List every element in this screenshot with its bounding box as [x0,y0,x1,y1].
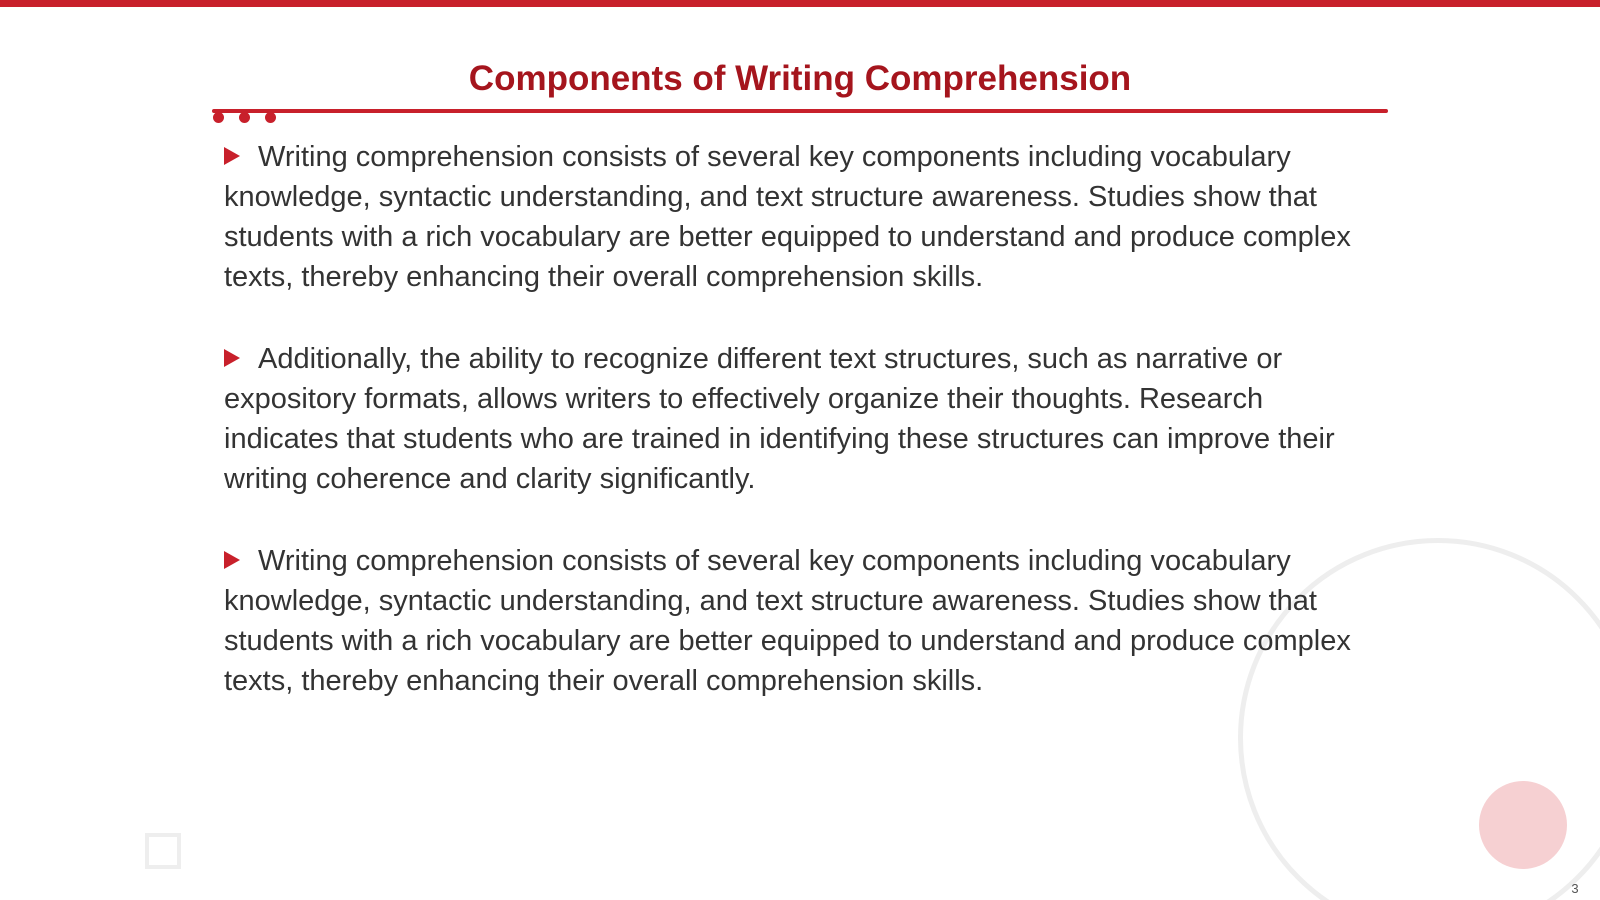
bullet-item [224,339,1374,499]
underline-dot [265,112,276,123]
triangle-right-icon [224,349,240,367]
top-accent-bar [0,0,1600,7]
decorative-pink-circle [1479,781,1567,869]
underline-dot [213,112,224,123]
bullet-text: Writing comprehension consists of several key components including vocabulary knowledge, syntactic understanding, and text structure awareness. Studies show that students with a rich vocabulary are better equipped to understand and produce complex texts, thereby enhancing their overall comprehension skills. [224,141,1351,293]
triangle-right-icon [224,147,240,165]
page-number: 3 [1571,881,1579,896]
bullet-list [224,137,1374,743]
bullet-text: Additionally, the ability to recognize different text structures, such as narrative or expository formats, allows writers to effectively organize their thoughts. Research indicates that students who are trained in identifying these structures can improve their writing coherence and clarity significantly. [224,343,1335,495]
bullet-item [224,137,1374,297]
triangle-right-icon [224,551,240,569]
title-underline [212,109,1388,113]
slide-title: Components of Writing Comprehension [468,59,1132,98]
bullet-text: Writing comprehension consists of several key components including vocabulary knowledge, syntactic understanding, and text structure awareness. Studies show that students with a rich vocabulary are better equipped to understand and produce complex texts, thereby enhancing their overall comprehension skills. [224,545,1351,697]
decorative-square [145,833,181,869]
underline-dot [239,112,250,123]
bullet-item [224,541,1374,701]
